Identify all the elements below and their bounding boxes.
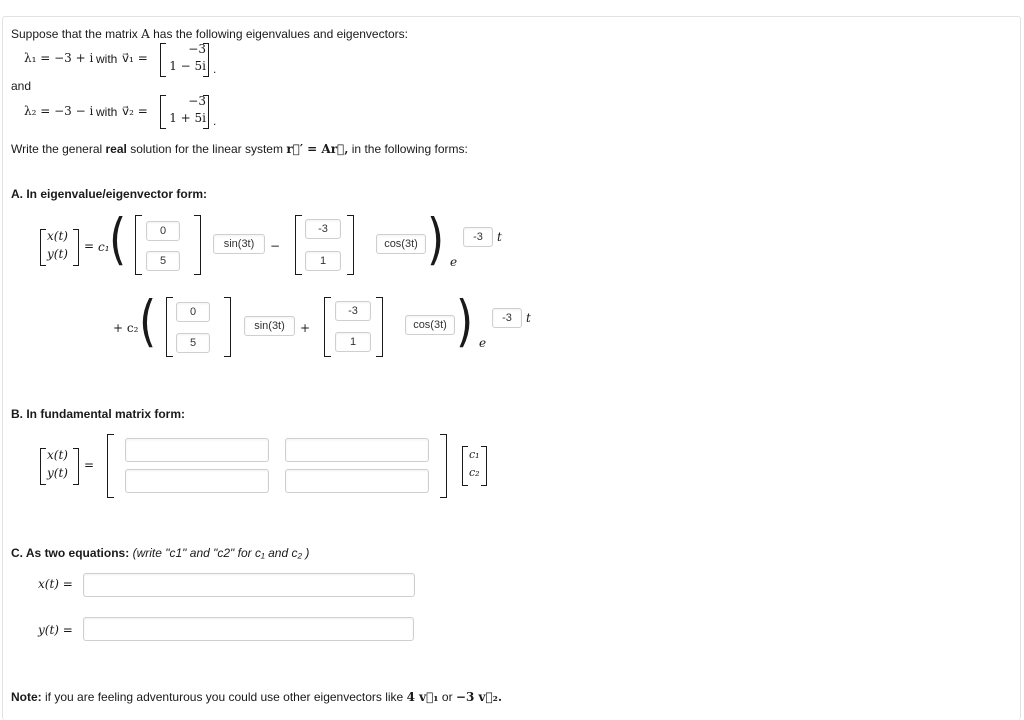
a-row2-exp-input[interactable]: -3 [492,308,522,328]
a-row2-vecB-right-bracket [376,297,383,357]
a-row1-vecB-top-input[interactable]: -3 [305,219,341,239]
a-row2-trig1-input[interactable]: sin(3t) [244,316,295,336]
b-cell-12-input[interactable] [285,438,429,462]
part-b-title: B. In fundamental matrix form: [11,407,186,421]
a-row1-vecA-right-bracket [194,215,201,275]
v1-top: −3 [188,42,206,56]
v1-label: v⃗₁ = [122,51,148,65]
a-row1-open-paren: ( [109,208,127,272]
intro-line: Suppose that the matrix A has the following eigenvalues and eigenvectors: [11,27,408,41]
a-row2-vecA-right-bracket [224,297,231,357]
part-a-title: A. In eigenvalue/eigenvector form: [11,187,208,201]
a-row1-t: t [497,230,502,244]
a-lhs-left-bracket [40,229,46,266]
note-example-2: −3 v⃗₂. [455,690,503,704]
a-row1-close-paren: ) [427,208,445,272]
v2-label: v⃗₂ = [122,104,148,118]
a-row1-minus: − [270,239,281,253]
b-cell-11-input[interactable] [125,438,269,462]
b-equals: = [84,458,95,472]
real-emphasis: real [105,142,127,156]
c-x-input[interactable] [83,573,415,597]
a-row2-close-paren: ) [456,290,474,354]
a-row2-plus: + [300,321,311,335]
a-row2-trig2-input[interactable]: cos(3t) [405,315,455,335]
b-c-vector-left-bracket [462,446,468,486]
a-row1-trig2-input[interactable]: cos(3t) [376,234,426,254]
b-yt-label: y(t) [47,466,68,480]
a-equals: = [84,239,95,253]
a-row1-e: e [450,255,458,269]
v2-top: −3 [188,94,206,108]
c-y-label: y(t) = [38,623,73,637]
a-row1-vecB-right-bracket [347,215,354,275]
a-row1-vecB-bottom-input[interactable]: 1 [305,251,341,271]
v1-period: . [213,62,217,76]
a-lhs-right-bracket [73,229,79,266]
a-row2-e: e [479,336,487,350]
question-panel [2,16,1021,720]
a-plus-c2: + c₂ [113,321,139,335]
a-row1-vecB-left-bracket [295,215,302,275]
a-row1-vecA-bottom-input[interactable]: 5 [146,251,180,271]
b-c1: c₁ [469,448,480,461]
a-xt-label: x(t) [47,229,68,243]
b-lhs-left-bracket [40,448,46,485]
c-x-label: x(t) = [38,577,73,591]
a-row2-open-paren: ( [139,290,157,354]
instruction-line: Write the general real solution for the linear system r⃗′ = Ar⃗, in the following forms: [11,142,468,156]
a-row2-vecB-left-bracket [324,297,331,357]
a-row2-vecB-bottom-input[interactable]: 1 [335,332,371,352]
c-y-input[interactable] [83,617,414,641]
lambda1-expression: λ₁ = −3 + i [24,51,94,65]
b-cell-21-input[interactable] [125,469,269,493]
v2-period: . [213,114,217,128]
a-row1-trig1-input[interactable]: sin(3t) [213,234,265,254]
a-row1-vecA-left-bracket [135,215,142,275]
matrix-a-symbol: A [141,27,150,41]
a-row2-vecB-top-input[interactable]: -3 [335,301,371,321]
b-c-vector-right-bracket [481,446,487,486]
v1-bottom: 1 − 5i [169,59,206,73]
a-row2-vecA-left-bracket [166,297,173,357]
a-yt-label: y(t) [47,247,68,261]
part-c-title: C. As two equations: (write "c1" and "c2" for c₁ and c₂ ) [11,546,310,560]
with-text-1: with [96,52,118,66]
v2-right-bracket [203,95,209,129]
v2-bottom: 1 + 5i [169,111,206,125]
a-c1: c₁ [98,240,110,254]
b-cell-22-input[interactable] [285,469,429,493]
a-row1-vecA-top-input[interactable]: 0 [146,221,180,241]
b-matrix-right-bracket [440,434,447,498]
system-equation: r⃗′ = Ar⃗, [286,142,349,156]
and-text: and [11,79,32,93]
a-row2-t: t [526,311,531,325]
b-xt-label: x(t) [47,448,68,462]
a-row2-vecA-top-input[interactable]: 0 [176,302,210,322]
note-example-1: 4 v⃗₁ [406,690,439,704]
with-text-2: with [96,105,118,119]
a-row1-exp-input[interactable]: -3 [463,227,493,247]
b-c2: c₂ [469,466,480,479]
v1-right-bracket [203,43,209,77]
part-c-hint: (write "c1" and "c2" for c₁ and c₂ ) [132,546,310,560]
b-lhs-right-bracket [73,448,79,485]
note-line: Note: if you are feeling adventurous you could use other eigenvectors like 4 v⃗₁ or −3 v⃗₂. [11,690,503,704]
b-matrix-left-bracket [107,434,114,498]
lambda2-expression: λ₂ = −3 − i [24,104,94,118]
a-row2-vecA-bottom-input[interactable]: 5 [176,333,210,353]
